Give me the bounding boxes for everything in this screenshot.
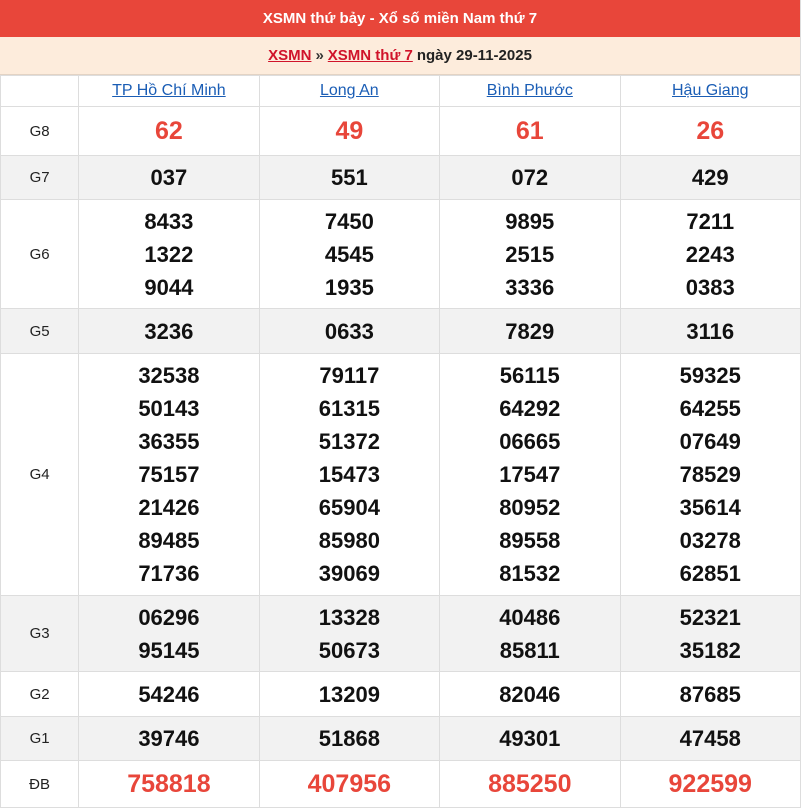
prize-label: G7 — [1, 156, 79, 200]
prize-row — [1, 596, 801, 672]
prize-number: 50143 — [138, 396, 200, 421]
prize-number: 21426 — [138, 495, 200, 520]
prize-cell — [259, 107, 439, 156]
prize-number: 17547 — [499, 462, 561, 487]
prize-row — [1, 354, 801, 596]
prize-number: 35614 — [679, 495, 741, 520]
prize-number: 03278 — [679, 528, 741, 553]
prize-row — [1, 717, 801, 761]
prize-cell — [79, 596, 259, 672]
prize-number: 51868 — [318, 726, 380, 751]
prize-cell — [259, 672, 439, 717]
prize-number: 758818 — [127, 769, 211, 798]
results-table — [0, 75, 801, 808]
prize-cell — [259, 761, 439, 808]
prize-number: 40486 — [499, 604, 561, 630]
breadcrumb-link-xsmn[interactable]: XSMN — [268, 47, 312, 64]
prize-row — [1, 156, 801, 200]
prize-cell — [79, 761, 259, 808]
prize-label: G8 — [1, 107, 79, 156]
corner-cell — [1, 76, 79, 107]
prize-number: 79117 — [319, 363, 380, 388]
prize-cell — [440, 672, 620, 717]
prize-cell — [259, 596, 439, 672]
province-link-hau-giang[interactable]: Hậu Giang — [672, 82, 749, 99]
prize-number: 07649 — [679, 429, 741, 454]
prize-cell — [620, 156, 801, 200]
prize-row — [1, 672, 801, 717]
prize-number: 15473 — [318, 462, 380, 487]
prize-label: G4 — [1, 354, 79, 596]
prize-number: 407956 — [307, 769, 392, 798]
prize-row — [1, 309, 801, 354]
prize-row — [1, 761, 801, 808]
prize-number: 9044 — [144, 274, 194, 300]
prize-label: G6 — [1, 200, 79, 309]
prize-number: 885250 — [488, 769, 572, 798]
prize-number: 36355 — [138, 429, 200, 454]
prize-number: 56115 — [499, 363, 560, 388]
prize-number: 35182 — [679, 637, 741, 663]
prize-number: 13328 — [318, 604, 380, 630]
prize-cell — [620, 596, 801, 672]
prize-cell — [259, 156, 439, 200]
prize-number: 89558 — [499, 528, 561, 553]
prize-cell — [620, 309, 801, 354]
prize-row — [1, 200, 801, 309]
prize-number: 52321 — [679, 604, 741, 630]
prize-number: 49 — [335, 116, 364, 145]
prize-number: 9895 — [505, 208, 555, 234]
prize-cell — [79, 717, 259, 761]
prize-cell — [259, 354, 439, 596]
prize-cell — [620, 354, 801, 596]
prize-number: 62851 — [679, 561, 741, 586]
prize-number: 8433 — [144, 208, 194, 234]
prize-number: 551 — [330, 165, 368, 190]
prize-number: 54246 — [138, 681, 200, 707]
prize-number: 26 — [696, 116, 725, 145]
province-link-long-an[interactable]: Long An — [319, 82, 379, 99]
prize-number: 0383 — [685, 274, 735, 300]
prize-number: 32538 — [138, 363, 200, 388]
prize-number: 1935 — [324, 274, 374, 300]
prize-number: 71736 — [138, 561, 200, 586]
prize-label: G2 — [1, 672, 79, 717]
prize-number: 64292 — [499, 396, 561, 421]
prize-number: 85980 — [318, 528, 380, 553]
prize-number: 82046 — [499, 681, 561, 707]
prize-number: 75157 — [138, 462, 200, 487]
prize-number: 0633 — [324, 318, 374, 344]
prize-number: 95145 — [138, 637, 200, 663]
prize-cell — [259, 200, 439, 309]
breadcrumb-link-xsmn-thu-7[interactable]: XSMN thứ 7 — [327, 47, 413, 64]
prize-label: ĐB — [1, 761, 79, 808]
prize-number: 78529 — [679, 462, 741, 487]
prize-cell — [79, 309, 259, 354]
prize-number: 06665 — [499, 429, 561, 454]
prize-cell — [620, 200, 801, 309]
prize-cell — [259, 717, 439, 761]
prize-number: 1322 — [144, 241, 194, 267]
prize-row — [1, 107, 801, 156]
prize-number: 3336 — [505, 274, 555, 300]
prize-number: 89485 — [138, 528, 200, 553]
prize-number: 2515 — [505, 241, 555, 267]
prize-label: G5 — [1, 309, 79, 354]
prize-number: 7450 — [324, 208, 374, 234]
prize-number: 429 — [691, 165, 729, 190]
prize-number: 62 — [155, 116, 183, 145]
prize-cell — [79, 672, 259, 717]
breadcrumb — [0, 37, 800, 75]
prize-number: 85811 — [499, 637, 560, 663]
prize-label: G1 — [1, 717, 79, 761]
prize-number: 39069 — [318, 561, 380, 586]
prize-number: 39746 — [138, 726, 200, 751]
prize-cell — [79, 156, 259, 200]
prize-cell — [440, 156, 620, 200]
draw-date: ngày 29-11-2025 — [416, 47, 532, 64]
prize-cell — [440, 107, 620, 156]
prize-cell — [79, 107, 259, 156]
province-link-tp-ho-chi-minh[interactable]: TP Hồ Chí Minh — [112, 82, 226, 99]
prize-number: 61315 — [318, 396, 380, 421]
prize-cell — [440, 761, 620, 808]
prize-cell — [620, 717, 801, 761]
prize-number: 50673 — [318, 637, 380, 663]
prize-cell — [440, 717, 620, 761]
page-title: XSMN thứ bảy - Xổ số miền Nam thứ 7 — [0, 0, 800, 37]
prize-number: 072 — [511, 165, 549, 190]
province-link-binh-phuoc[interactable]: Bình Phước — [486, 82, 573, 99]
prize-cell — [620, 761, 801, 808]
prize-cell — [620, 107, 801, 156]
prize-number: 3116 — [686, 318, 735, 344]
prize-number: 922599 — [668, 769, 752, 798]
prize-number: 65904 — [318, 495, 380, 520]
prize-number: 13209 — [318, 681, 380, 707]
prize-cell — [440, 200, 620, 309]
prize-number: 59325 — [679, 363, 741, 388]
breadcrumb-separator: » — [315, 47, 324, 64]
prize-number: 037 — [150, 165, 188, 190]
prize-cell — [440, 354, 620, 596]
prize-number: 64255 — [679, 396, 741, 421]
prize-number: 7211 — [686, 208, 735, 234]
prize-cell — [440, 309, 620, 354]
prize-number: 81532 — [499, 561, 561, 586]
prize-number: 06296 — [138, 604, 200, 630]
prize-number: 4545 — [324, 241, 374, 267]
province-header-row — [1, 76, 801, 107]
prize-number: 3236 — [144, 318, 194, 344]
prize-number: 2243 — [685, 241, 735, 267]
prize-cell — [440, 596, 620, 672]
prize-number: 61 — [515, 116, 544, 145]
prize-number: 80952 — [499, 495, 561, 520]
prize-number: 49301 — [499, 726, 561, 751]
prize-number: 7829 — [505, 318, 555, 344]
prize-number: 87685 — [679, 681, 741, 707]
prize-cell — [620, 672, 801, 717]
prize-label: G3 — [1, 596, 79, 672]
prize-cell — [79, 354, 259, 596]
prize-cell — [259, 309, 439, 354]
prize-number: 47458 — [679, 726, 741, 751]
prize-number: 51372 — [318, 429, 380, 454]
prize-cell — [79, 200, 259, 309]
